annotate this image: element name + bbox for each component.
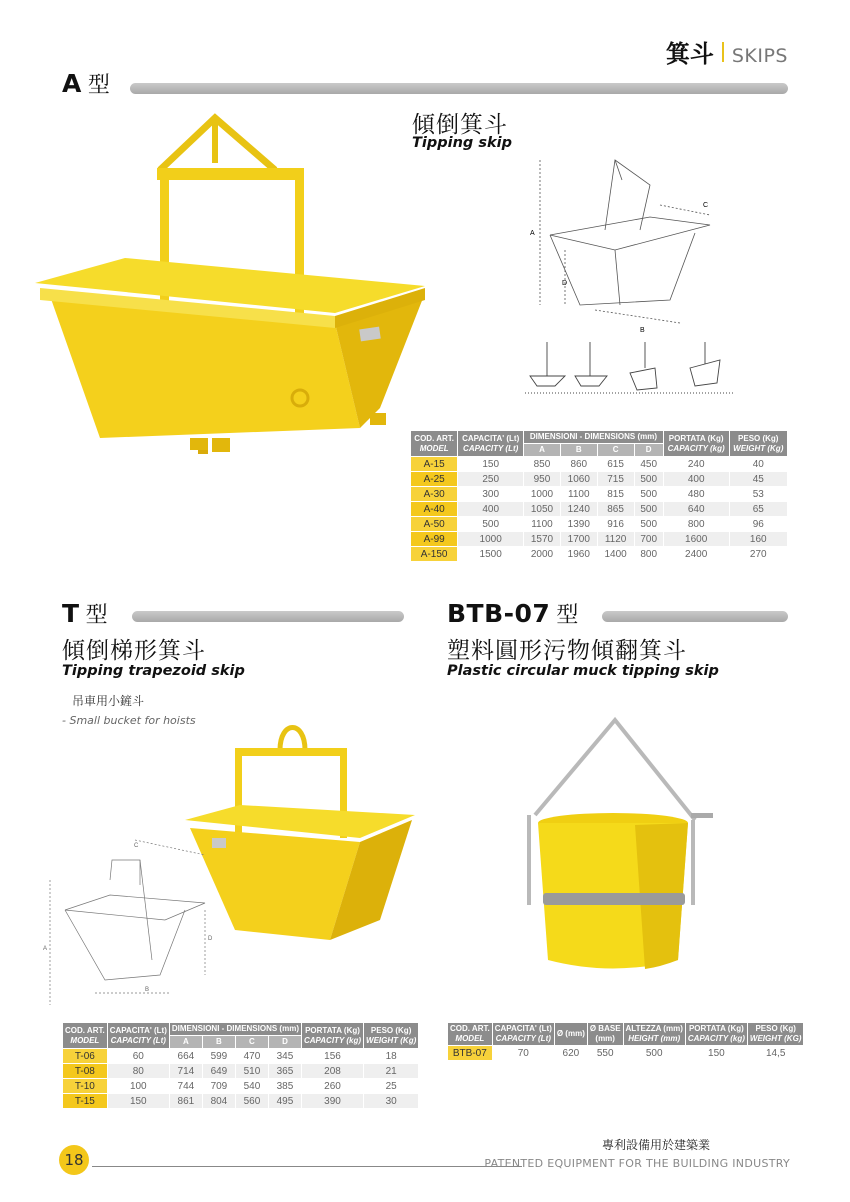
- cell-b: 1060: [560, 472, 597, 487]
- cell-alt: 500: [623, 1046, 685, 1061]
- th-cod: COD. ART. MODEL: [448, 1023, 493, 1046]
- cell-peso: 160: [729, 532, 788, 547]
- th-cod: COD. ART. MODEL: [63, 1023, 108, 1049]
- table-row: [63, 1094, 419, 1109]
- cell-port: 208: [301, 1064, 363, 1079]
- cell-peso: 96: [729, 517, 788, 532]
- cell-b: 1240: [560, 502, 597, 517]
- cell-a: 714: [169, 1064, 202, 1079]
- cell-c: 1120: [597, 532, 634, 547]
- diagram-label-a: A: [530, 230, 535, 237]
- cell-peso: 45: [729, 472, 788, 487]
- section-t-heading: [62, 598, 108, 629]
- cell-model: T-06: [63, 1049, 108, 1064]
- cell-b: 709: [202, 1079, 235, 1094]
- cell-peso: 40: [729, 457, 788, 472]
- header-separator: [722, 42, 724, 62]
- cell-peso: 14,5: [747, 1046, 804, 1061]
- th-cod: COD. ART. MODEL: [411, 431, 458, 457]
- th-peso: PESO (Kg) WEIGHT (Kg): [729, 431, 788, 457]
- cell-model: T-08: [63, 1064, 108, 1079]
- section-btb-type: 型: [556, 603, 579, 628]
- diagram-label-d: D: [562, 280, 568, 287]
- table-row: [411, 487, 788, 502]
- cell-model: A-30: [411, 487, 458, 502]
- page-header: [666, 34, 788, 69]
- header-title-cn: 箕斗: [665, 40, 714, 68]
- section-a-title-cn: 傾倒箕斗: [412, 112, 508, 138]
- cell-c: 560: [235, 1094, 268, 1109]
- cell-model: A-25: [411, 472, 458, 487]
- th-dimensions: DIMENSIONI - DIMENSIONS (mm): [169, 1023, 301, 1036]
- table-row: [63, 1049, 419, 1064]
- cell-base: 550: [587, 1046, 623, 1061]
- cell-peso: 25: [364, 1079, 419, 1094]
- th-dimensions: DIMENSIONI - DIMENSIONS (mm): [524, 431, 664, 444]
- cell-model: A-50: [411, 517, 458, 532]
- cell-model: A-15: [411, 457, 458, 472]
- cell-port: 400: [663, 472, 729, 487]
- cell-c: 615: [597, 457, 634, 472]
- t-diagram-label-c: C: [134, 843, 139, 849]
- cell-c: 865: [597, 502, 634, 517]
- cell-a: 1050: [524, 502, 561, 517]
- footer-note-en: PATENTED EQUIPMENT FOR THE BUILDING INDUSTRY: [484, 1157, 790, 1170]
- section-btb-heading: [447, 598, 578, 629]
- cell-cap: 1500: [458, 547, 524, 562]
- cell-b: 1100: [560, 487, 597, 502]
- cell-port: 240: [663, 457, 729, 472]
- t-diagram-label-b: B: [145, 987, 150, 993]
- cell-cap: 500: [458, 517, 524, 532]
- cell-cap: 150: [458, 457, 524, 472]
- cell-a: 1100: [524, 517, 561, 532]
- cell-b: 1390: [560, 517, 597, 532]
- cell-c: 916: [597, 517, 634, 532]
- cell-cap: 60: [107, 1049, 169, 1064]
- th-dim-b: B: [202, 1036, 235, 1049]
- cell-a: 744: [169, 1079, 202, 1094]
- th-capacity: CAPACITA' (Lt) CAPACITY (Lt): [107, 1023, 169, 1049]
- cell-cap: 250: [458, 472, 524, 487]
- cell-d: 365: [268, 1064, 301, 1079]
- footer-line: [92, 1166, 522, 1167]
- cell-dia: 620: [554, 1046, 587, 1061]
- section-t-model: T: [62, 599, 80, 628]
- cell-d: 450: [634, 457, 663, 472]
- cell-port: 480: [663, 487, 729, 502]
- cell-port: 1600: [663, 532, 729, 547]
- section-a-model: A: [62, 69, 82, 98]
- cell-d: 495: [268, 1094, 301, 1109]
- t-diagram-label-d: D: [208, 936, 213, 942]
- cell-port: 640: [663, 502, 729, 517]
- th-dim-d: D: [634, 444, 663, 457]
- cell-cap: 150: [107, 1094, 169, 1109]
- table-row: [411, 532, 788, 547]
- section-t-type: 型: [85, 603, 108, 628]
- section-t-note-cn: 吊車用小鏟斗: [72, 694, 145, 708]
- section-btb-rule: [602, 611, 788, 622]
- table-row: [411, 457, 788, 472]
- table-row: [411, 472, 788, 487]
- cell-cap: 300: [458, 487, 524, 502]
- th-portata: PORTATA (Kg) CAPACITY (kg): [663, 431, 729, 457]
- cell-peso: 53: [729, 487, 788, 502]
- cell-d: 345: [268, 1049, 301, 1064]
- cell-d: 500: [634, 517, 663, 532]
- th-diameter: Ø (mm): [554, 1023, 587, 1046]
- btb-spec-table: [447, 1022, 804, 1061]
- cell-cap: 70: [492, 1046, 554, 1061]
- section-t-title-en: Tipping trapezoid skip: [62, 663, 245, 679]
- header-title-en: SKIPS: [731, 45, 788, 67]
- a-skip-photo: [30, 108, 430, 478]
- cell-c: 715: [597, 472, 634, 487]
- cell-b: 1960: [560, 547, 597, 562]
- cell-d: 800: [634, 547, 663, 562]
- section-t-note-en: - Small bucket for hoists: [62, 714, 196, 727]
- cell-a: 861: [169, 1094, 202, 1109]
- cell-c: 510: [235, 1064, 268, 1079]
- th-dim-c: C: [597, 444, 634, 457]
- section-a-type: 型: [87, 73, 110, 98]
- cell-model: A-150: [411, 547, 458, 562]
- table-row: [63, 1064, 419, 1079]
- cell-d: 500: [634, 472, 663, 487]
- cell-d: 385: [268, 1079, 301, 1094]
- cell-peso: 270: [729, 547, 788, 562]
- cell-port: 800: [663, 517, 729, 532]
- cell-port: 2400: [663, 547, 729, 562]
- cell-peso: 21: [364, 1064, 419, 1079]
- cell-a: 850: [524, 457, 561, 472]
- cell-cap: 100: [107, 1079, 169, 1094]
- cell-cap: 80: [107, 1064, 169, 1079]
- th-dim-d: D: [268, 1036, 301, 1049]
- table-row: [63, 1079, 419, 1094]
- cell-model: T-10: [63, 1079, 108, 1094]
- cell-c: 1400: [597, 547, 634, 562]
- t-spec-table: [62, 1022, 419, 1109]
- cell-d: 700: [634, 532, 663, 547]
- cell-a: 664: [169, 1049, 202, 1064]
- cell-port: 260: [301, 1079, 363, 1094]
- cell-port: 156: [301, 1049, 363, 1064]
- table-row: [411, 547, 788, 562]
- th-base: Ø BASE (mm): [587, 1023, 623, 1046]
- cell-model: A-99: [411, 532, 458, 547]
- cell-b: 1700: [560, 532, 597, 547]
- table-row: [448, 1046, 804, 1061]
- cell-a: 2000: [524, 547, 561, 562]
- th-portata: PORTATA (Kg) CAPACITY (kg): [685, 1023, 747, 1046]
- a-skip-tipping-sequence: [525, 338, 735, 408]
- cell-a: 1000: [524, 487, 561, 502]
- cell-a: 1570: [524, 532, 561, 547]
- t-skip-diagram: [40, 835, 220, 1010]
- section-btb-title-en: Plastic circular muck tipping skip: [447, 663, 719, 679]
- cell-peso: 65: [729, 502, 788, 517]
- cell-a: 950: [524, 472, 561, 487]
- section-btb-model: BTB-07: [447, 599, 551, 628]
- section-a-title-en: Tipping skip: [412, 135, 512, 151]
- cell-b: 804: [202, 1094, 235, 1109]
- th-capacity: CAPACITA' (Lt) CAPACITY (Lt): [492, 1023, 554, 1046]
- btb-skip-photo: [515, 715, 720, 980]
- th-dim-a: A: [524, 444, 561, 457]
- t-diagram-label-a: A: [43, 946, 48, 952]
- th-peso: PESO (Kg) WEIGHT (Kg): [364, 1023, 419, 1049]
- cell-b: 860: [560, 457, 597, 472]
- th-capacity: CAPACITA' (Lt) CAPACITY (Lt): [458, 431, 524, 457]
- section-a-rule: [130, 83, 788, 94]
- cell-c: 815: [597, 487, 634, 502]
- th-dim-c: C: [235, 1036, 268, 1049]
- cell-cap: 400: [458, 502, 524, 517]
- cell-cap: 1000: [458, 532, 524, 547]
- cell-c: 470: [235, 1049, 268, 1064]
- th-dim-b: B: [560, 444, 597, 457]
- th-peso: PESO (Kg) WEIGHT (KG): [747, 1023, 804, 1046]
- table-row: [411, 517, 788, 532]
- section-btb-title-cn: 塑料圓形污物傾翻箕斗: [447, 638, 687, 664]
- th-dim-a: A: [169, 1036, 202, 1049]
- page-number: 18: [59, 1145, 89, 1175]
- cell-d: 500: [634, 502, 663, 517]
- cell-port: 390: [301, 1094, 363, 1109]
- a-skip-diagram: [520, 155, 720, 335]
- footer-note-cn: 專利設備用於建築業: [601, 1138, 710, 1152]
- cell-model: BTB-07: [448, 1046, 493, 1061]
- cell-peso: 30: [364, 1094, 419, 1109]
- cell-model: T-15: [63, 1094, 108, 1109]
- cell-model: A-40: [411, 502, 458, 517]
- section-a-heading: [62, 68, 110, 99]
- cell-b: 649: [202, 1064, 235, 1079]
- section-t-rule: [132, 611, 404, 622]
- table-row: [411, 502, 788, 517]
- diagram-label-b: B: [640, 327, 645, 334]
- cell-peso: 18: [364, 1049, 419, 1064]
- cell-b: 599: [202, 1049, 235, 1064]
- a-spec-table: [410, 430, 788, 562]
- section-t-title-cn: 傾倒梯形箕斗: [62, 638, 206, 664]
- cell-port: 150: [685, 1046, 747, 1061]
- th-height: ALTEZZA (mm) HEIGHT (mm): [623, 1023, 685, 1046]
- diagram-label-c: C: [703, 202, 709, 209]
- cell-d: 500: [634, 487, 663, 502]
- th-portata: PORTATA (Kg) CAPACITY (kg): [301, 1023, 363, 1049]
- cell-c: 540: [235, 1079, 268, 1094]
